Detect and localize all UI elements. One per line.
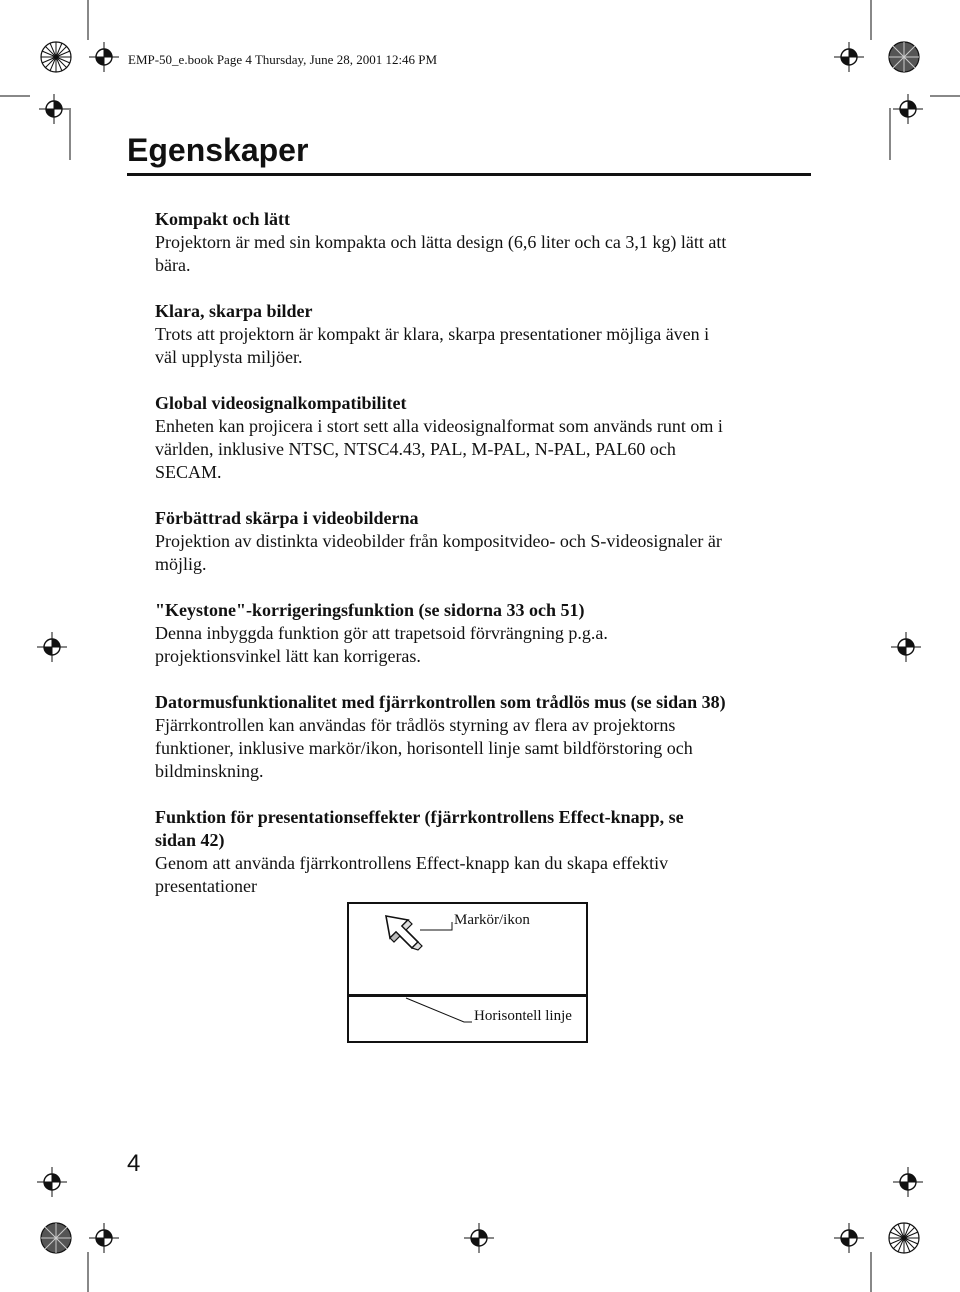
registration-mark-icon: [37, 632, 67, 662]
section-heading: Funktion för presentationseffekter (fjärrkontrollens Effect-knapp, se: [155, 807, 684, 827]
section-line: Denna inbyggda funktion gör att trapetsoid förvrängning p.g.a.: [155, 623, 608, 643]
section-line: Projektorn är med sin kompakta och lätta design (6,6 liter och ca 3,1 kg) lätt att: [155, 232, 727, 252]
registration-mark-icon: [887, 40, 921, 74]
section-heading: Datormusfunktionalitet med fjärrkontrollen som trådlös mus (se sidan 38): [155, 692, 726, 712]
section-line: Fjärrkontrollen kan användas för trådlös styrning av flera av projektorns: [155, 715, 676, 735]
section-heading: Global videosignalkompatibilitet: [155, 393, 407, 413]
registration-mark-icon: [37, 1167, 67, 1197]
registration-mark-icon: [893, 1167, 923, 1197]
registration-mark-icon: [39, 1221, 73, 1255]
section-heading: Kompakt och lätt: [155, 209, 290, 229]
registration-mark-icon: [891, 632, 921, 662]
registration-mark-icon: [834, 42, 864, 72]
registration-mark-icon: [39, 94, 69, 124]
line-label: Horisontell linje: [474, 1008, 572, 1024]
registration-mark-icon: [89, 42, 119, 72]
section-line: bära.: [155, 255, 191, 275]
section-heading: Förbättrad skärpa i videobilderna: [155, 508, 419, 528]
registration-mark-icon: [893, 94, 923, 124]
page-number: 4: [127, 1150, 141, 1177]
section-line: väl upplysta miljöer.: [155, 347, 303, 367]
registration-mark-icon: [89, 1223, 119, 1253]
section-line: Projektion av distinkta videobilder från kompositvideo- och S-videosignaler är: [155, 531, 722, 551]
section-line: Genom att använda fjärrkontrollens Effect-knapp kan du skapa effektiv: [155, 853, 669, 873]
section-line: presentationer: [155, 876, 257, 896]
registration-mark-icon: [834, 1223, 864, 1253]
section-line: Trots att projektorn är kompakt är klara, skarpa presentationer möjliga även i: [155, 324, 710, 344]
section-heading: Klara, skarpa bilder: [155, 301, 313, 321]
section-line: projektionsvinkel lätt kan korrigeras.: [155, 646, 421, 666]
section-heading: sidan 42): [155, 830, 225, 850]
registration-mark-icon: [887, 1221, 921, 1255]
section-line: möjlig.: [155, 554, 207, 574]
section-line: världen, inklusive NTSC, NTSC4.43, PAL, M-PAL, N-PAL, PAL60 och: [155, 439, 676, 459]
section-heading: "Keystone"-korrigeringsfunktion (se sidorna 33 och 51): [155, 600, 585, 620]
registration-mark-icon: [464, 1223, 494, 1253]
section-line: SECAM.: [155, 462, 222, 482]
print-header: EMP-50_e.book Page 4 Thursday, June 28, 2001 12:46 PM: [128, 52, 438, 67]
section-line: Enheten kan projicera i stort sett alla videosignalformat som används runt om i: [155, 416, 723, 436]
page-title: Egenskaper: [127, 132, 309, 168]
section-line: funktioner, inklusive markör/ikon, horisontell linje samt bildförstoring och: [155, 738, 693, 758]
section-line: bildminskning.: [155, 761, 264, 781]
registration-mark-icon: [39, 40, 73, 74]
cursor-label: Markör/ikon: [454, 912, 530, 928]
